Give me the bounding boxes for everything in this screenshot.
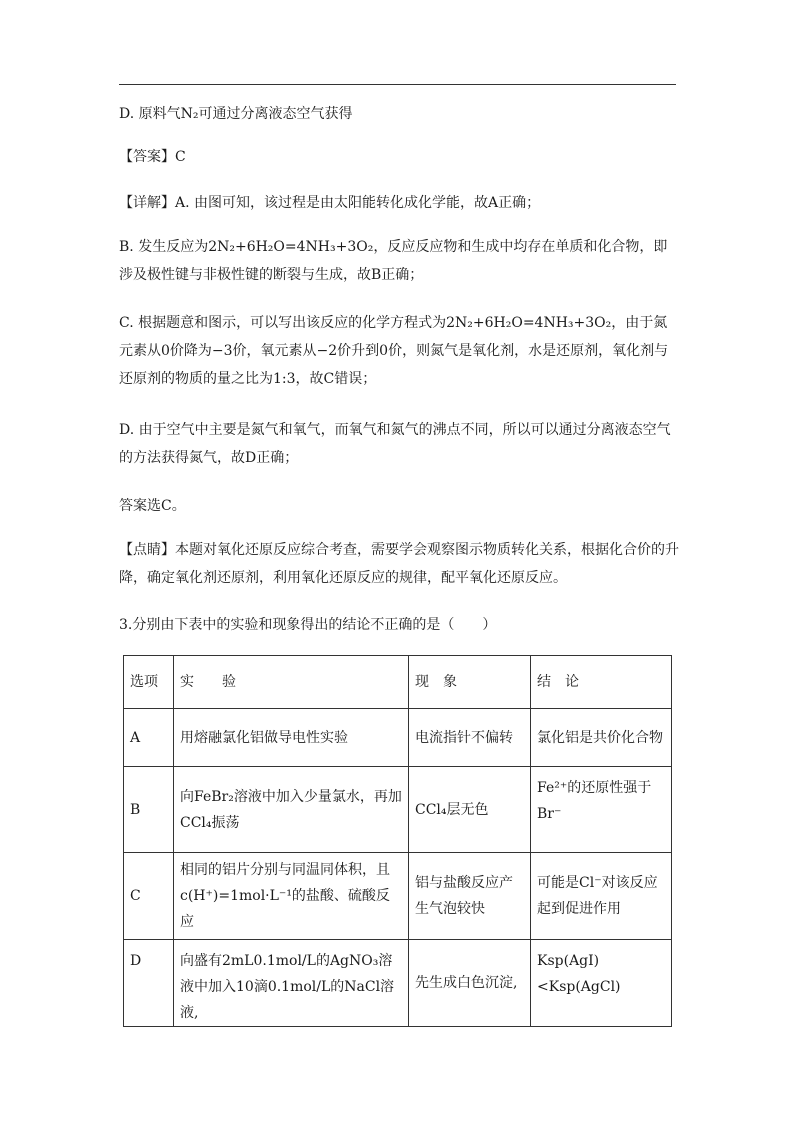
row-b-experiment: 向FeBr₂溶液中加入少量氯水，再加CCl₄振荡 (174, 767, 409, 853)
row-a-option: A (124, 709, 174, 767)
row-d-conclusion: Ksp(AgI)<Ksp(AgCl) (531, 940, 672, 1027)
row-d-option: D (124, 940, 174, 1027)
row-c-option: C (124, 853, 174, 940)
row-a-phenomenon: 电流指针不偏转 (409, 709, 531, 767)
header-experiment: 实 验 (174, 656, 409, 709)
row-a-conclusion: 氯化铝是共价化合物 (531, 709, 672, 767)
detail-c: C. 根据题意和图示，可以写出该反应的化学方程式为2N₂+6H₂O=4NH₃+3O₂，由于氮元素从0价降为−3价，氧元素从−2价升到0价，则氮气是氧化剂，水是还原剂，氧化剂与还原剂的物质的量之比为1:3，故C错误； (119, 315, 669, 387)
table-row (124, 767, 672, 853)
comment-text: 【点睛】本题对氧化还原反应综合考查，需要学会观察图示物质转化关系，根据化合价的升降，确定氧化剂还原剂，利用氧化还原反应的规律，配平氧化还原反应。 (119, 542, 679, 586)
header-phenomenon: 现 象 (409, 656, 531, 709)
answer-label: 【答案】C (119, 149, 186, 165)
table-row (124, 940, 672, 1027)
row-b-phenomenon: CCl₄层无色 (409, 767, 531, 853)
row-d-experiment: 向盛有2mL0.1mol/L的AgNO₃溶液中加入10滴0.1mol/L的NaCl溶液, (174, 940, 409, 1027)
experiment-table (123, 655, 672, 1027)
row-b-conclusion: Fe²⁺的还原性强于Br⁻ (531, 767, 672, 853)
row-b-option: B (124, 767, 174, 853)
table-row (124, 853, 672, 940)
header-rule (119, 84, 676, 85)
table-row (124, 709, 672, 767)
header-option: 选项 (124, 656, 174, 709)
header-conclusion: 结 论 (531, 656, 672, 709)
detail-b: B. 发生反应为2N₂+6H₂O=4NH₃+3O₂，反应反应物和生成中均存在单质和化合物，即涉及极性键与非极性键的断裂与生成，故B正确； (119, 239, 668, 283)
table-header-row (124, 656, 672, 709)
option-d-text: D. 原料气N₂可通过分离液态空气获得 (119, 106, 353, 122)
row-c-conclusion: 可能是Cl⁻对该反应起到促进作用 (531, 853, 672, 940)
row-c-phenomenon: 铝与盐酸反应产生气泡较快 (409, 853, 531, 940)
row-a-experiment: 用熔融氯化铝做导电性实验 (174, 709, 409, 767)
row-d-phenomenon: 先生成白色沉淀, (409, 940, 531, 1027)
row-c-experiment: 相同的铝片分别与同温同体积，且c(H⁺)=1mol·L⁻¹的盐酸、硫酸反应 (174, 853, 409, 940)
detail-a: 【详解】A. 由图可知，该过程是由太阳能转化成化学能，故A正确； (119, 195, 541, 211)
detail-d: D. 由于空气中主要是氮气和氧气，而氧气和氮气的沸点不同，所以可以通过分离液态空气的方法获得氮气，故D正确； (119, 422, 671, 466)
conclusion-text: 答案选C。 (119, 498, 186, 514)
question-3: 3.分别由下表中的实验和现象得出的结论不正确的是（ ） (119, 617, 497, 633)
